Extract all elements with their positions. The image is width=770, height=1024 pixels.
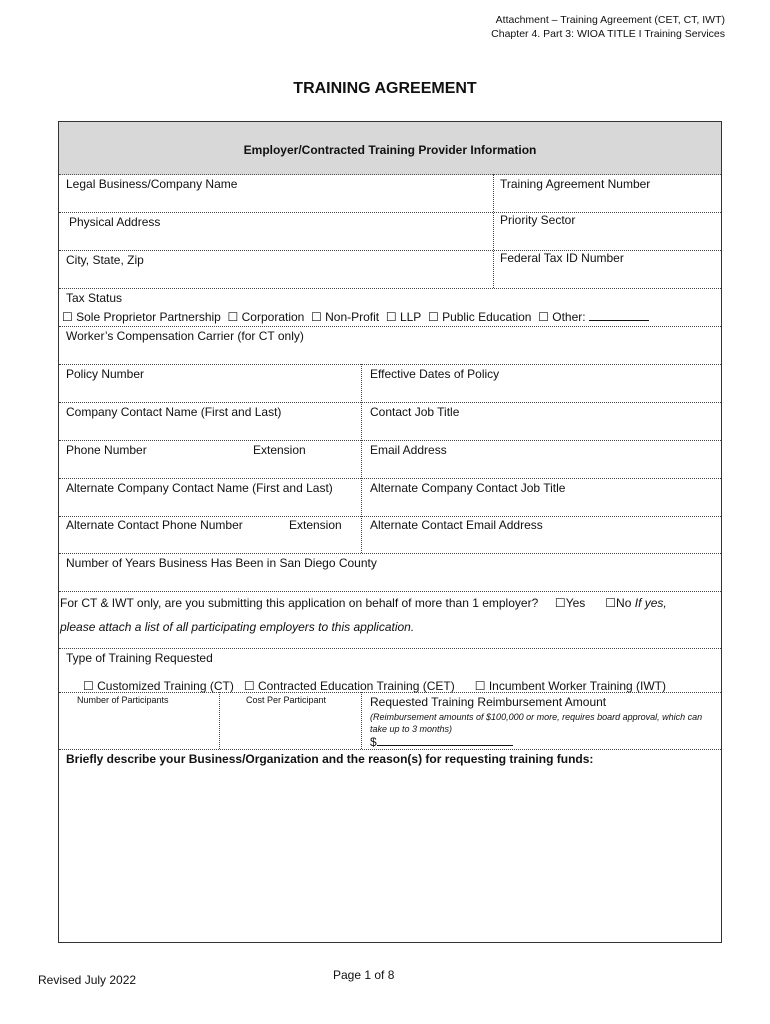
- attach-list-note: please attach a list of all participating employers to this application.: [60, 620, 415, 634]
- divider: [59, 648, 721, 649]
- email-field[interactable]: Email Address: [370, 443, 447, 457]
- reimbursement-amount-field[interactable]: $: [370, 735, 513, 749]
- section-title: Employer/Contracted Training Provider Information: [243, 143, 537, 157]
- alt-contact-name-field[interactable]: Alternate Company Contact Name (First and Last): [66, 481, 333, 495]
- tax-status-options: [62, 310, 649, 324]
- contact-title-field[interactable]: Contact Job Title: [370, 405, 460, 419]
- document-title: TRAINING AGREEMENT: [293, 80, 477, 97]
- priority-sector-field[interactable]: Priority Sector: [500, 213, 576, 227]
- divider: [59, 591, 721, 592]
- revised-date: Revised July 2022: [38, 973, 137, 987]
- divider: [59, 440, 721, 441]
- training-agreement-number-field[interactable]: Training Agreement Number: [500, 177, 651, 191]
- num-participants-field[interactable]: Number of Participants: [77, 695, 169, 705]
- checkbox-icon[interactable]: ☐: [227, 310, 239, 324]
- training-agreement-form: [58, 121, 722, 943]
- alt-email-field[interactable]: Alternate Contact Email Address: [370, 518, 543, 532]
- divider: [59, 553, 721, 554]
- divider: [59, 212, 721, 213]
- multi-employer-question: [60, 596, 667, 610]
- tax-option-corporation: Corporation: [241, 310, 305, 324]
- alt-contact-title-field[interactable]: Alternate Company Contact Job Title: [370, 481, 566, 495]
- contact-name-field[interactable]: Company Contact Name (First and Last): [66, 405, 282, 419]
- divider: [59, 288, 721, 289]
- amount-blank: [377, 735, 513, 746]
- tax-option-sole-proprietor: Sole Proprietor Partnership: [76, 310, 221, 324]
- training-type-label: Type of Training Requested: [66, 651, 213, 665]
- years-in-san-diego-field[interactable]: Number of Years Business Has Been in San Diego County: [66, 556, 377, 570]
- column-divider: [361, 692, 362, 749]
- phone-number-field[interactable]: Phone Number: [66, 443, 147, 457]
- extension-field[interactable]: Extension: [253, 443, 306, 457]
- federal-tax-id-field[interactable]: Federal Tax ID Number: [500, 251, 624, 265]
- checkbox-icon[interactable]: ☐: [427, 310, 439, 324]
- checkbox-icon[interactable]: ☐: [243, 679, 255, 693]
- divider: [59, 402, 721, 403]
- divider: [59, 749, 721, 750]
- other-blank[interactable]: [589, 310, 649, 321]
- checkbox-icon[interactable]: ☐: [474, 679, 486, 693]
- alt-phone-field[interactable]: Alternate Contact Phone Number: [66, 518, 243, 532]
- checkbox-icon[interactable]: ☐: [311, 310, 322, 324]
- checkbox-icon[interactable]: ☐: [83, 679, 94, 693]
- workers-comp-field[interactable]: Worker’s Compensation Carrier (for CT only): [66, 329, 304, 343]
- checkbox-icon[interactable]: ☐: [385, 310, 397, 324]
- training-type-options: [83, 679, 666, 693]
- training-option-cet: Contracted Education Training (CET): [257, 679, 455, 693]
- header-line-1: Attachment – Training Agreement (CET, CT, IWT): [495, 14, 725, 26]
- alt-extension-field[interactable]: Extension: [289, 518, 342, 532]
- divider: [59, 478, 721, 479]
- divider: [59, 326, 721, 327]
- tax-option-non-profit: Non-Profit: [325, 310, 380, 324]
- header-line-2: Chapter 4. Part 3: WIOA TITLE I Training Services: [491, 28, 725, 40]
- legal-business-name-field[interactable]: Legal Business/Company Name: [66, 177, 238, 191]
- page-number: Page 1 of 8: [333, 968, 395, 982]
- checkbox-icon[interactable]: ☐: [62, 310, 73, 324]
- reimbursement-amount-label: Requested Training Reimbursement Amount: [370, 695, 607, 709]
- cost-per-participant-field[interactable]: Cost Per Participant: [246, 695, 327, 705]
- training-option-ct: Customized Training (CT): [97, 679, 234, 693]
- tax-option-public-education: Public Education: [442, 310, 532, 324]
- checkbox-yes[interactable]: ☐Yes: [554, 596, 586, 610]
- checkbox-no[interactable]: ☐No: [605, 596, 632, 610]
- tax-status-label: Tax Status: [66, 291, 123, 305]
- if-yes-text: If yes,: [634, 596, 667, 610]
- divider: [59, 516, 721, 517]
- column-divider: [361, 364, 362, 553]
- column-divider: [493, 174, 494, 288]
- describe-business-textarea[interactable]: [63, 770, 715, 936]
- tax-option-llp: LLP: [399, 310, 422, 324]
- describe-business-prompt: Briefly describe your Business/Organization and the reason(s) for requesting training funds:: [66, 752, 594, 766]
- physical-address-field[interactable]: Physical Address: [69, 215, 161, 229]
- training-option-iwt: Incumbent Worker Training (IWT): [488, 679, 667, 693]
- multi-employer-text: For CT & IWT only, are you submitting this application on behalf of more than 1 employer?: [60, 596, 539, 610]
- effective-dates-field[interactable]: Effective Dates of Policy: [370, 367, 500, 381]
- city-state-zip-field[interactable]: City, State, Zip: [66, 253, 144, 267]
- column-divider: [219, 692, 220, 749]
- checkbox-icon[interactable]: ☐: [538, 310, 549, 324]
- tax-option-other: Other:: [552, 310, 586, 324]
- policy-number-field[interactable]: Policy Number: [66, 367, 145, 381]
- reimbursement-note: (Reimbursement amounts of $100,000 or more, requires board approval, which can take up to 3 months): [370, 712, 703, 734]
- divider: [59, 364, 721, 365]
